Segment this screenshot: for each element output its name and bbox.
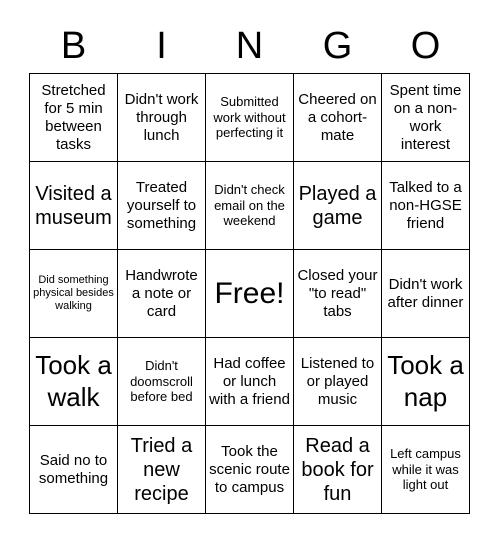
- bingo-header: [30, 20, 470, 72]
- free-space-cell[interactable]: Free!: [206, 250, 294, 338]
- header-letter-o: O: [410, 25, 442, 67]
- bingo-cell[interactable]: Talked to a non-HGSE friend: [382, 162, 470, 250]
- header-letter-b: B: [60, 25, 88, 67]
- bingo-cell[interactable]: Didn't work after dinner: [382, 250, 470, 338]
- bingo-cell[interactable]: Did something physical besides walking: [30, 250, 118, 338]
- bingo-cell[interactable]: Read a book for fun: [294, 426, 382, 514]
- bingo-cell[interactable]: Took a walk: [30, 338, 118, 426]
- bingo-cell[interactable]: Visited a museum: [30, 162, 118, 250]
- bingo-cell[interactable]: Didn't doomscroll before bed: [118, 338, 206, 426]
- bingo-cell[interactable]: Said no to something: [30, 426, 118, 514]
- bingo-cell[interactable]: Didn't work through lunch: [118, 74, 206, 162]
- bingo-cell[interactable]: Tried a new recipe: [118, 426, 206, 514]
- bingo-cell[interactable]: Didn't check email on the weekend: [206, 162, 294, 250]
- bingo-cell[interactable]: Submitted work without perfecting it: [206, 74, 294, 162]
- bingo-cell[interactable]: Cheered on a cohort-mate: [294, 74, 382, 162]
- bingo-cell[interactable]: Stretched for 5 min between tasks: [30, 74, 118, 162]
- bingo-cell[interactable]: Listened to or played music: [294, 338, 382, 426]
- bingo-cell[interactable]: Had coffee or lunch with a friend: [206, 338, 294, 426]
- header-letter-i: I: [156, 25, 168, 67]
- bingo-cell[interactable]: Treated yourself to something: [118, 162, 206, 250]
- bingo-cell[interactable]: Left campus while it was light out: [382, 426, 470, 514]
- bingo-grid: [29, 73, 470, 514]
- header-letter-n: N: [235, 25, 265, 67]
- bingo-cell[interactable]: Took the scenic route to campus: [206, 426, 294, 514]
- bingo-cell[interactable]: Spent time on a non-work interest: [382, 74, 470, 162]
- bingo-cell[interactable]: Took a nap: [382, 338, 470, 426]
- bingo-cell[interactable]: Played a game: [294, 162, 382, 250]
- header-letter-g: G: [322, 25, 354, 67]
- bingo-cell[interactable]: Closed your "to read" tabs: [294, 250, 382, 338]
- bingo-cell[interactable]: Handwrote a note or card: [118, 250, 206, 338]
